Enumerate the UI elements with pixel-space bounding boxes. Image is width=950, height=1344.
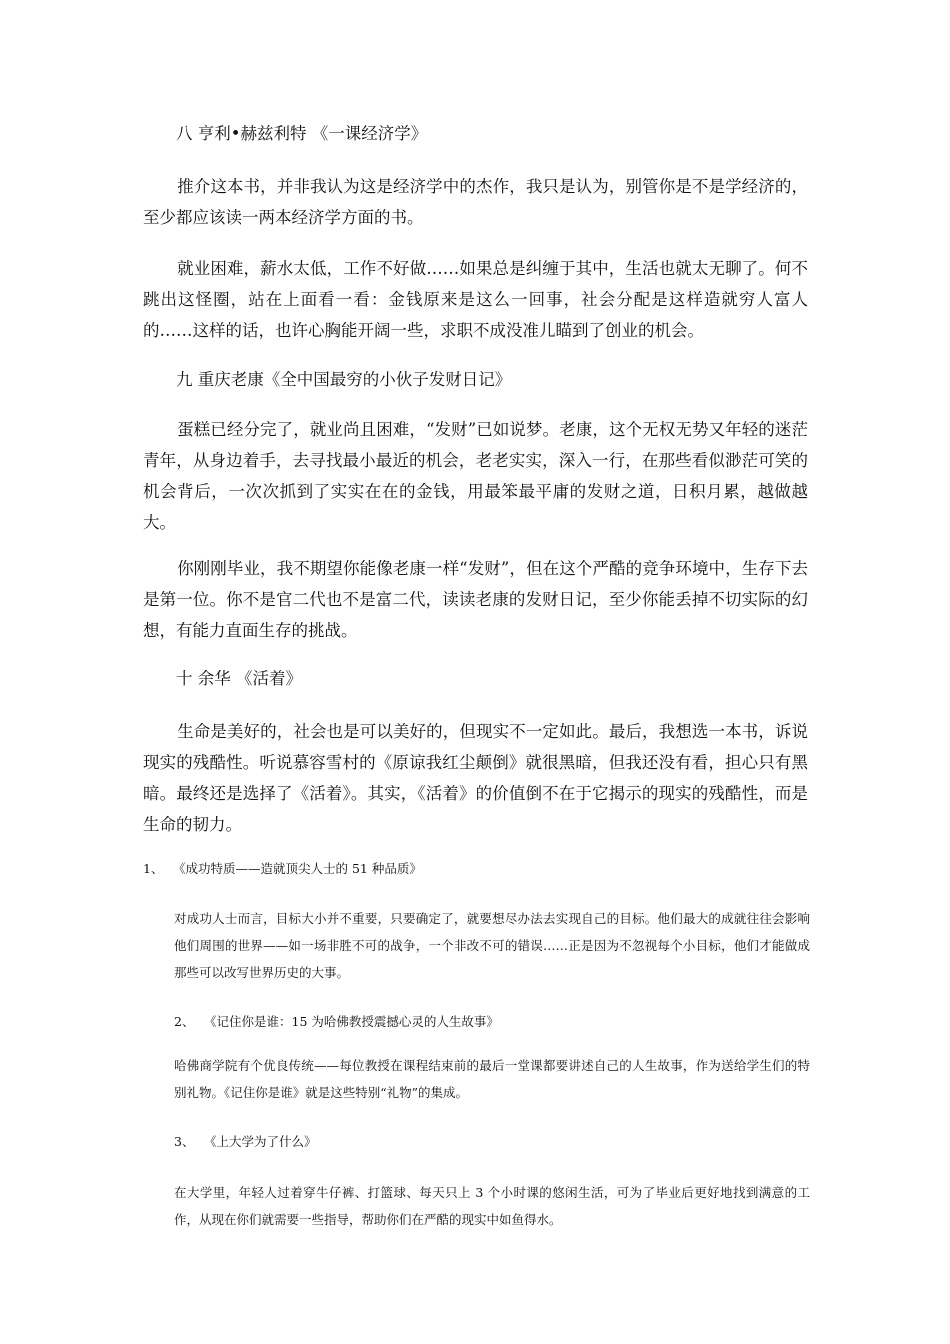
- list-item-1-number: 1、: [143, 861, 164, 876]
- list-item-1-heading: [143, 859, 422, 879]
- list-item-2-heading: [174, 1012, 499, 1032]
- section-8-paragraph-1-text: 推介这本书，并非我认为这是经济学中的杰作，我只是认为，别管你是不是学经济的，至少都应该读一两本经济学方面的书。: [143, 177, 808, 227]
- section-8-paragraph-2: [143, 253, 808, 346]
- section-10-heading: 十 余华 《活着》: [176, 669, 302, 688]
- list-item-1-body: 对成功人士而言，目标大小并不重要，只要确定了，就要想尽办法去实现自己的目标。他们最大的成就往往会影响他们周围的世界——如一场非胜不可的战争，一个非改不可的错误……正是因为不忽视每个小目标，他们才能做成那些可以改写世界历史的大事。: [174, 911, 810, 980]
- section-8-paragraph-1: [143, 171, 808, 233]
- list-item-2-body: 哈佛商学院有个优良传统——每位教授在课程结束前的最后一堂课都要讲述自己的人生故事，作为送给学生们的特别礼物。《记住你是谁》就是这些特别“礼物”的集成。: [174, 1058, 810, 1100]
- list-item-2-title: 《记住你是谁：15 为哈佛教授震撼心灵的人生故事》: [204, 1014, 499, 1029]
- list-item-1-title: 《成功特质——造就顶尖人士的 51 种品质》: [173, 861, 422, 876]
- list-item-3-title: 《上大学为了什么》: [204, 1134, 317, 1149]
- section-9-heading: 九 重庆老康《全中国最穷的小伙子发财日记》: [176, 370, 512, 389]
- list-item-3-body: 在大学里，年轻人过着穿牛仔裤、打篮球、每天只上 3 个小时课的悠闲生活，可为了毕业后更好地找到满意的工作，从现在你们就需要一些指导，帮助你们在严酷的现实中如鱼得水。: [174, 1185, 810, 1227]
- section-8-paragraph-2-text: 就业困难，薪水太低，工作不好做……如果总是纠缠于其中，生活也就太无聊了。何不跳出这怪圈，站在上面看一看：金钱原来是这么一回事，社会分配是这样造就穷人富人的……这样的话，也许心胸能开阔一些，求职不成没准儿瞄到了创业的机会。: [143, 259, 808, 340]
- section-10-paragraph-1-text: 生命是美好的，社会也是可以美好的，但现实不一定如此。最后，我想选一本书，诉说现实的残酷性。听说慕容雪村的《原谅我红尘颠倒》就很黑暗，但我还没有看，担心只有黑暗。最终还是选择了《活着》。其实，《活着》的价值倒不在于它揭示的现实的残酷性，而是生命的韧力。: [143, 722, 808, 834]
- section-8-heading: 八 亨利•赫兹利特 《一课经济学》: [176, 124, 428, 143]
- section-9-paragraph-2-text: 你刚刚毕业，我不期望你能像老康一样“发财”，但在这个严酷的竞争环境中，生存下去是第一位。你不是官二代也不是富二代，读读老康的发财日记，至少你能丢掉不切实际的幻想，有能力直面生存的挑战。: [143, 559, 808, 640]
- list-item-2-number: 2、: [174, 1014, 195, 1029]
- section-10-paragraph-1: [143, 716, 808, 840]
- section-9-paragraph-1: [143, 414, 808, 538]
- list-item-3-number: 3、: [174, 1134, 195, 1149]
- list-item-3-heading: [174, 1132, 317, 1152]
- section-9-paragraph-1-text: 蛋糕已经分完了，就业尚且困难，“发财”已如说梦。老康，这个无权无势又年轻的迷茫青年，从身边着手，去寻找最小最近的机会，老老实实，深入一行，在那些看似渺茫可笑的机会背后，一次次抓到了实实在在的金钱，用最笨最平庸的发财之道，日积月累，越做越大。: [143, 420, 808, 532]
- section-9-paragraph-2: [143, 553, 808, 646]
